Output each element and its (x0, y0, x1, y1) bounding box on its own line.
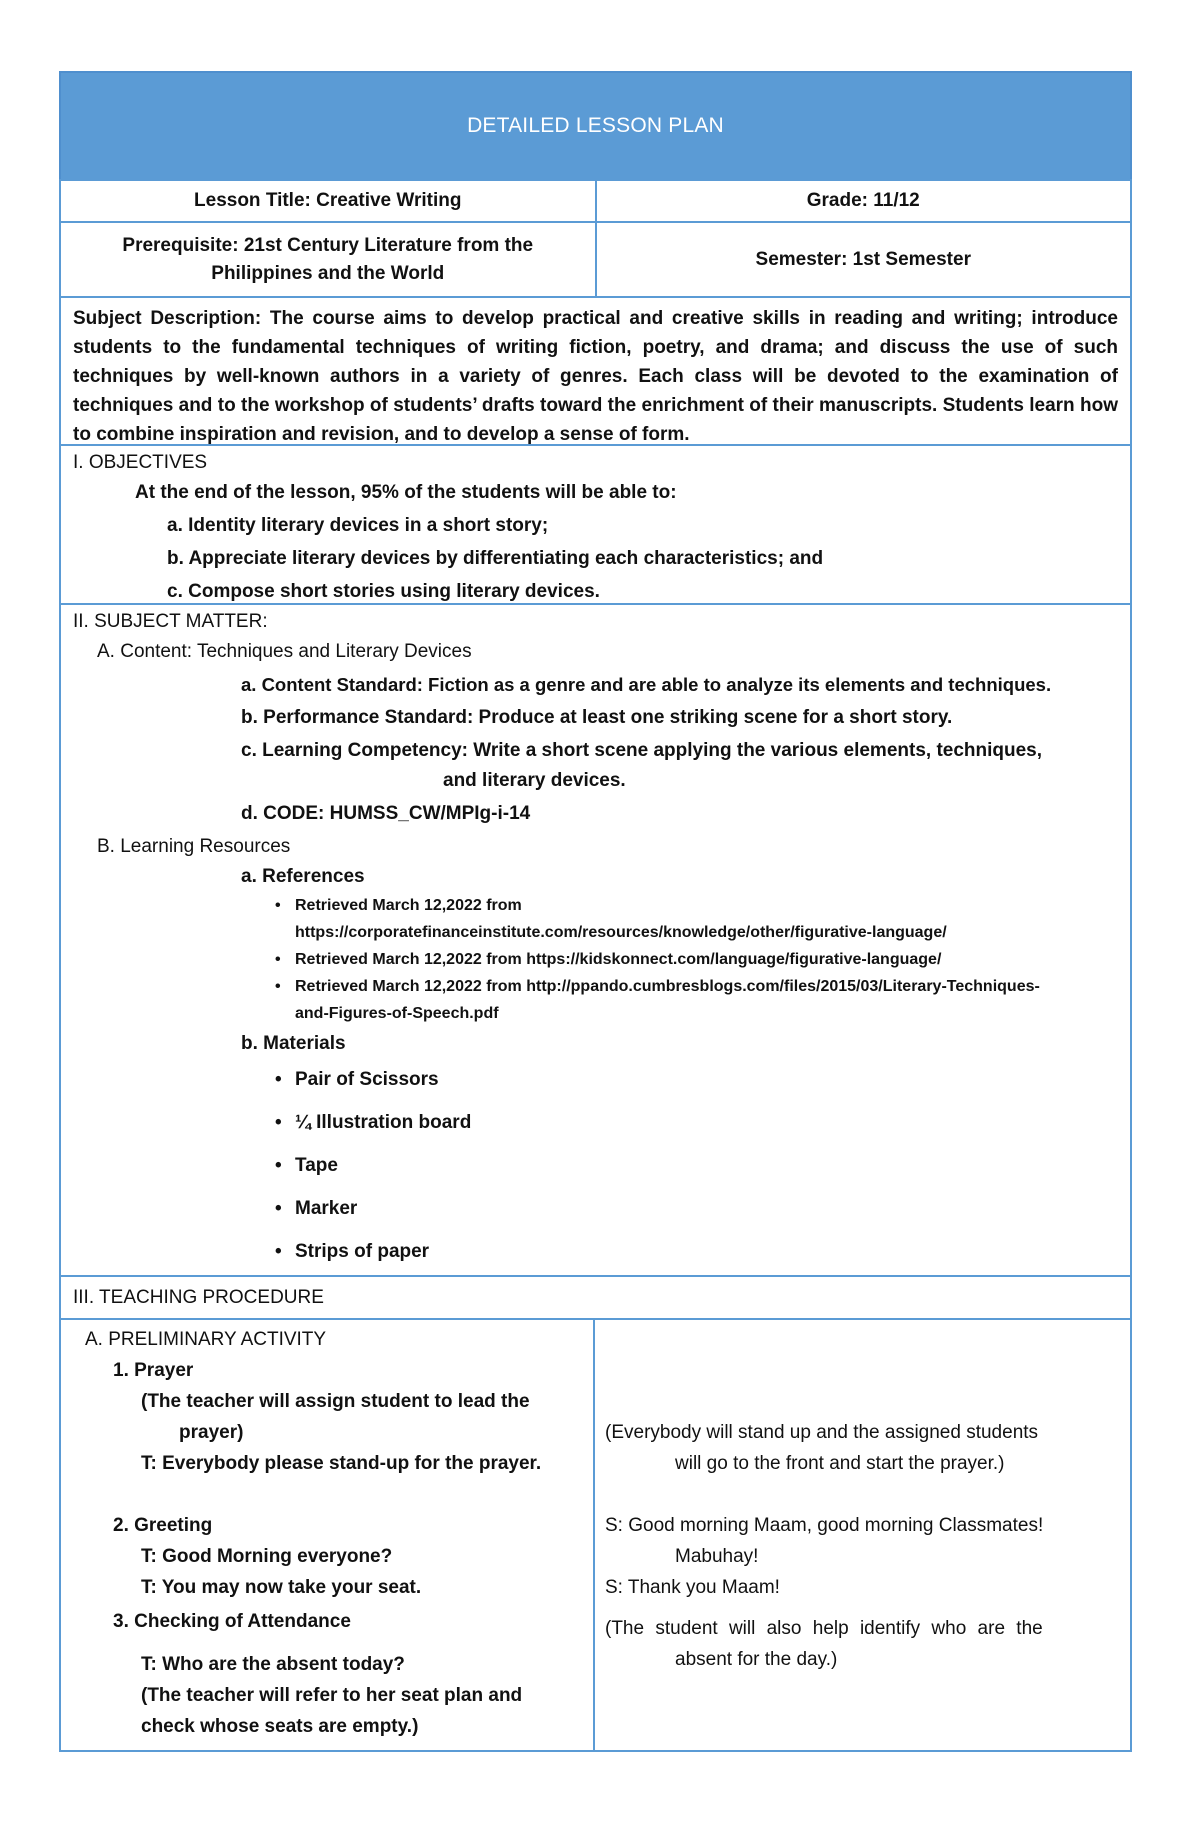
bullet-icon: • (275, 951, 281, 968)
student-column (595, 1320, 1130, 1750)
attendance-response-cont: absent for the day.) (675, 1649, 838, 1670)
objective-item: b. Appreciate literary devices by differentiating each characteristics; and (167, 548, 824, 569)
learning-competency: c. Learning Competency: Write a short scene applying the various elements, techniques, (241, 740, 1043, 761)
prerequisite-line-2: Philippines and the World (211, 262, 445, 284)
materials-heading: b. Materials (241, 1033, 346, 1054)
teacher-column (61, 1320, 595, 1750)
info-row-2 (59, 223, 1132, 298)
material-text: Strips of paper (295, 1241, 430, 1262)
material-text: ¼ Illustration board (295, 1112, 472, 1133)
attendance-note-cont: check whose seats are empty.) (141, 1716, 419, 1737)
attendance-teacher-line: T: Who are the absent today? (141, 1654, 405, 1675)
objectives-heading: I. OBJECTIVES (73, 452, 208, 473)
prayer-heading: 1. Prayer (113, 1360, 194, 1381)
objectives-section (59, 446, 1132, 605)
material-item (73, 1194, 1130, 1224)
semester: Semester: 1st Semester (755, 248, 971, 270)
reference-url: and-Figures-of-Speech.pdf (295, 1005, 499, 1022)
prayer-note: (The teacher will assign student to lead the (141, 1391, 530, 1412)
material-item (73, 1151, 1130, 1181)
learning-competency-cont: and literary devices. (443, 770, 626, 791)
bullet-icon: • (275, 1155, 282, 1176)
content-heading: A. Content: Techniques and Literary Devices (97, 641, 472, 662)
bullet-icon: • (275, 897, 281, 914)
subject-matter-section (59, 605, 1132, 1277)
resources-heading: B. Learning Resources (97, 836, 291, 857)
material-text: Tape (295, 1155, 338, 1176)
code: d. CODE: HUMSS_CW/MPIg-i-14 (241, 803, 531, 824)
reference-item (73, 973, 1130, 1000)
greeting-response-2: S: Thank you Maam! (605, 1577, 780, 1598)
reference-item (73, 946, 1130, 973)
subject-matter-heading: II. SUBJECT MATTER: (73, 611, 268, 632)
attendance-response: (The student will also help identify who are the (605, 1618, 1043, 1639)
spacer (605, 1324, 1120, 1417)
objective-item: a. Identity literary devices in a short story; (167, 515, 549, 536)
document-header (59, 71, 1132, 179)
bullet-icon: • (275, 1112, 282, 1133)
lesson-title: Lesson Title: Creative Writing (61, 181, 597, 221)
content-standard: a. Content Standard: Fiction as a genre and are able to analyze its elements and techniques. (241, 674, 1052, 695)
greeting-teacher-line: T: Good Morning everyone? (141, 1546, 393, 1567)
bullet-icon: • (275, 1198, 282, 1219)
material-text: Marker (295, 1198, 358, 1219)
spacer (87, 1479, 593, 1510)
prerequisite (61, 223, 597, 296)
material-text: Pair of Scissors (295, 1069, 439, 1090)
info-row-1 (59, 179, 1132, 223)
prayer-note-cont: prayer) (179, 1422, 244, 1443)
attendance-heading: 3. Checking of Attendance (113, 1611, 351, 1632)
procedure-table (59, 1320, 1132, 1752)
attendance-note: (The teacher will refer to her seat plan and (141, 1685, 523, 1706)
performance-standard: b. Performance Standard: Produce at least one striking scene for a short story. (241, 707, 953, 728)
references-heading: a. References (241, 866, 365, 887)
document-title: DETAILED LESSON PLAN (467, 114, 724, 137)
prayer-response-cont: will go to the front and start the prayer.) (675, 1453, 1005, 1474)
bullet-icon: • (275, 978, 281, 995)
greeting-teacher-line: T: You may now take your seat. (141, 1577, 422, 1598)
material-item (73, 1237, 1130, 1267)
lesson-plan-document (59, 71, 1132, 1752)
reference-text: Retrieved March 12,2022 from http://ppando.cumbresblogs.com/files/2015/03/Literary-Techniques- (295, 978, 1040, 995)
reference-text: Retrieved March 12,2022 from https://kidskonnect.com/language/figurative-language/ (295, 951, 942, 968)
grade: Grade: 11/12 (806, 190, 920, 211)
teaching-procedure-heading: III. TEACHING PROCEDURE (73, 1286, 324, 1308)
prayer-response: (Everybody will stand up and the assigned students (605, 1422, 1039, 1443)
greeting-response: S: Good morning Maam, good morning Classmates! (605, 1515, 1044, 1536)
preliminary-heading: A. PRELIMINARY ACTIVITY (85, 1329, 327, 1350)
prerequisite-line-1: Prerequisite: 21st Century Literature from the (122, 234, 534, 256)
reference-item (73, 892, 1130, 919)
bullet-icon: • (275, 1241, 282, 1262)
teaching-procedure-heading-row (59, 1277, 1132, 1320)
objectives-intro: At the end of the lesson, 95% of the students will be able to: (135, 482, 677, 503)
subject-description: Subject Description: The course aims to develop practical and creative skills in reading and writing; introduce students to the fundamental techniques of writing fiction, poetry, and drama; and discuss the use of such techniques by well-known authors in a variety of genres. Each class will be devoted to the examination of techniques and to the workshop of students’ drafts toward the enrichment of their manuscripts. Students learn how to combine inspiration and revision, and to develop a sense of form. (59, 298, 1132, 446)
bullet-icon: • (275, 1069, 282, 1090)
reference-url: https://corporatefinanceinstitute.com/resources/knowledge/other/figurative-language/ (295, 924, 947, 941)
spacer (605, 1479, 1120, 1510)
greeting-response-cont: Mabuhay! (675, 1546, 759, 1567)
greeting-heading: 2. Greeting (113, 1515, 213, 1536)
objective-item: c. Compose short stories using literary devices. (167, 581, 600, 602)
material-item (73, 1108, 1130, 1138)
prayer-teacher-line: T: Everybody please stand-up for the prayer. (141, 1453, 542, 1474)
reference-text: Retrieved March 12,2022 from (295, 897, 522, 914)
material-item (73, 1065, 1130, 1095)
